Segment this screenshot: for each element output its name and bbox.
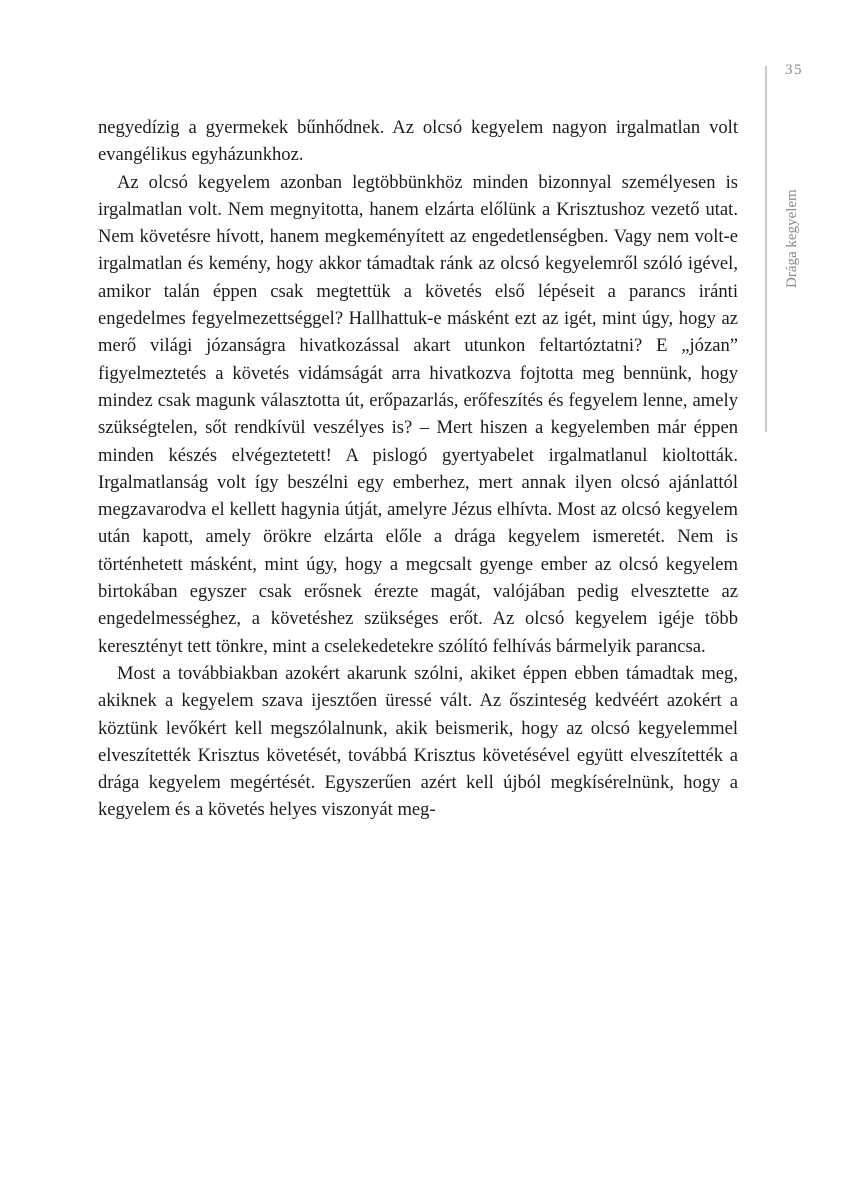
running-header: Drága kegyelem [784, 189, 800, 288]
paragraph-2: Az olcsó kegyelem azonban legtöbbünkhöz minden bizonnyal személyesen is irgalmatlan volt. Nem megnyitotta, hanem elzárta előlünk a Krisztushoz vezető utat. Nem követésre hívott, hanem megkeményített az engedetlenségben. Vagy nem volt-e irgalmatlan és kemény, hogy akkor támadtak ránk az olcsó kegyelemről szóló igével, amikor talán éppen csak megtettük a követés első lépéseit a parancs iránti engedelmes fegyelmezettséggel? Hallhattuk-e másként ezt az igét, mint úgy, hogy az merő világi józanságra hivatkozással akart utunkon feltartóztatni? E „józan” figyelmeztetés a követés vidámságát arra hivatkozva fojtotta meg bennünk, hogy mindez csak magunk választotta út, erőpazarlás, erőfeszítés és fegyelem lenne, amely szükségtelen, sőt rendkívül veszélyes is? – Mert hiszen a kegyelemben már éppen minden készés elvégeztetett! A pislogó gyertyabelet irgalmatlanul kioltották. Irgalmatlanság volt így beszélni egy emberhez, mert annak ilyen olcsó ajánlattól megzavarodva el kellett hagynia útját, amelyre Jézus elhívta. Most az olcsó kegyelem után kapott, amely örökre elzárta előle a drága kegyelem ismeretét. Nem is történhetett másként, mint úgy, hogy a megcsalt gyenge ember az olcsó kegyelem birtokában egyszer csak erősnek érezte magát, valójában pedig elvesztette az engedelmességhez, a követéshez szükséges erőt. Az olcsó kegyelem igéje több keresztényt tett tönkre, mint a cselekedetekre szólító felhívás bármelyik parancsa. [98, 171, 738, 657]
paragraph-3: Most a továbbiakban azokért akarunk szólni, akiket éppen ebben támadtak meg, akiknek a kegyelem szava ijesztően üressé vált. Az őszinteség kedvéért azokért a köztünk levőkért kell megszólalnunk, akik beismerik, hogy az olcsó kegyelemmel elveszítették Krisztus követését, továbbá Krisztus követésével együtt elveszítették a drága kegyelem megértését. Egyszerűen azért kell újból megkísérelnünk, hogy a kegyelem és a követés helyes viszonyát meg- [98, 662, 738, 821]
page-number: 35 [785, 62, 803, 78]
margin-rule [765, 66, 767, 432]
paragraph-1: negyedízig a gyermekek bűnhődnek. Az olcsó kegyelem nagyon irgalmatlan volt evangélikus egyházunkhoz. [98, 117, 738, 166]
body-text [98, 114, 738, 824]
